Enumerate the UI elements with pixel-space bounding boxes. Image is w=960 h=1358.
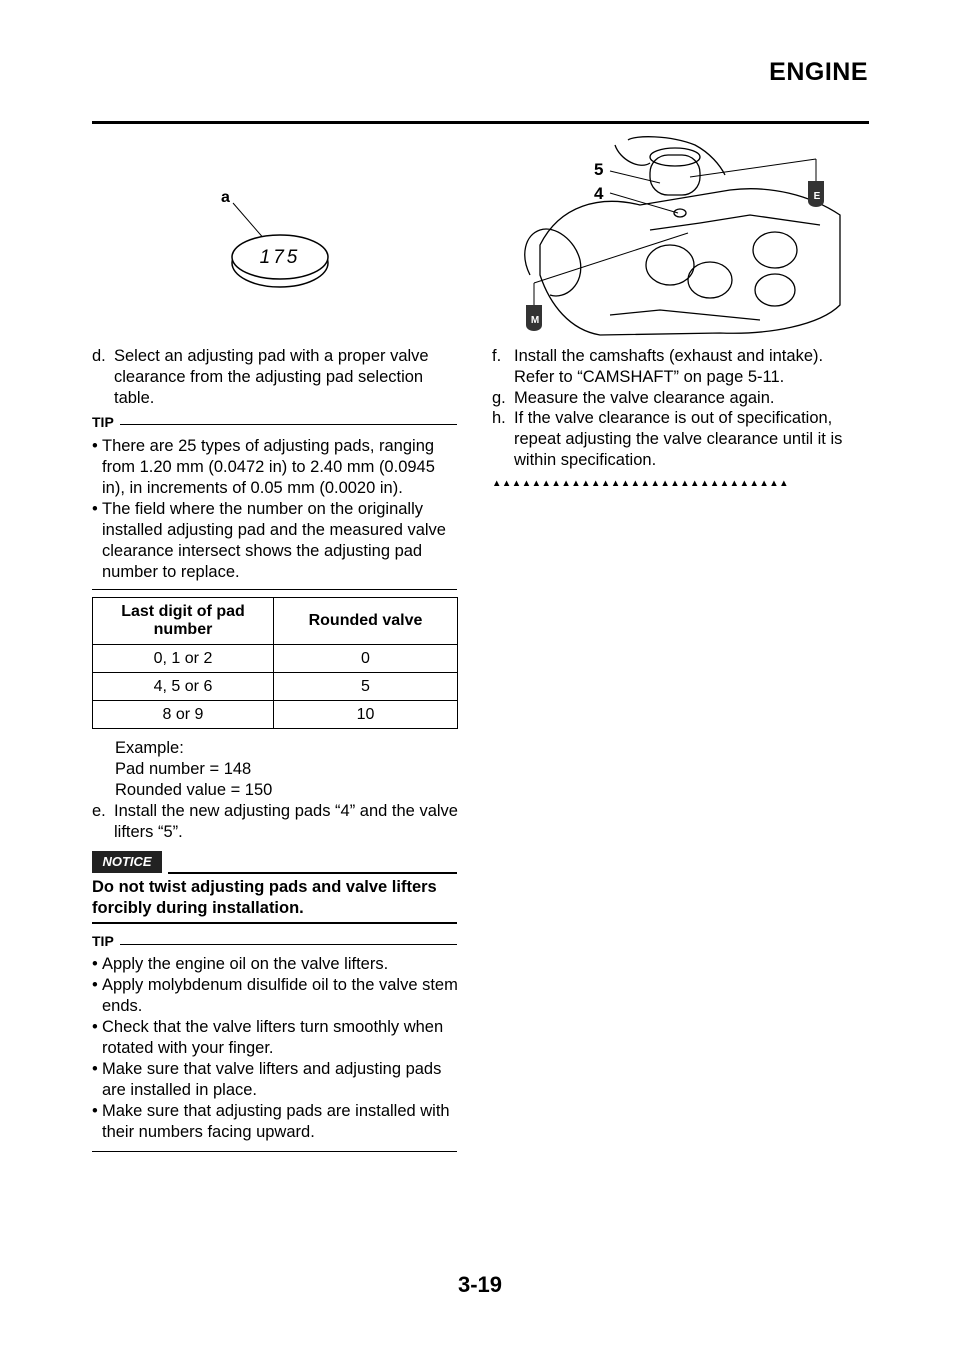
tip-item: • Apply the engine oil on the valve lifters.	[92, 954, 460, 975]
hand-outline	[628, 137, 725, 175]
tip-heading: TIP	[92, 933, 114, 949]
callout-5: 5	[594, 160, 604, 179]
table-header-row	[93, 598, 458, 645]
step-text: Install the new adjusting pads “4” and the valve lifters “5”.	[114, 802, 458, 841]
table-cell: 8 or 9	[93, 701, 274, 729]
bore-2	[688, 262, 732, 298]
engine-oil-mark: E	[813, 191, 821, 202]
lifter-top	[650, 148, 700, 166]
moly-oil-mark: M	[530, 315, 540, 326]
table-header: Last digit of pad number	[93, 598, 274, 645]
callout-4: 4	[594, 184, 604, 203]
notice-top-rule	[168, 872, 457, 874]
example-block	[115, 738, 272, 801]
cylinder-port	[525, 229, 581, 296]
pad-number: 175	[259, 247, 301, 268]
tip-item: • Make sure that adjusting pads are installed with their numbers facing upward.	[92, 1101, 460, 1143]
step-h	[492, 408, 864, 471]
callout-4-leader	[610, 193, 678, 213]
tip-item: • Make sure that valve lifters and adjusting pads are installed in place.	[92, 1059, 460, 1101]
example-line: Example:	[115, 739, 184, 757]
tip-end-rule	[92, 589, 457, 590]
finger-outline	[615, 145, 650, 165]
table-cell: 0	[274, 645, 458, 673]
oil-m-leader	[534, 233, 688, 283]
tip-rule	[120, 944, 457, 945]
tip-item: • There are 25 types of adjusting pads, ranging from 1.20 mm (0.0472 in) to 2.40 mm (0.0945 in), in increments of 0.05 mm (0.0020 in).	[92, 436, 460, 499]
step-label: f.	[492, 347, 502, 365]
step-g	[492, 388, 864, 409]
notice-bottom-rule	[92, 922, 457, 924]
notice-text: Do not twist adjusting pads and valve lifters forcibly during installation.	[92, 878, 437, 917]
example-line: Rounded value = 150	[115, 781, 273, 799]
end-of-procedure-marks: ▲▲▲▲▲▲▲▲▲▲▲▲▲▲▲▲▲▲▲▲▲▲▲▲▲▲▲▲▲▲	[492, 478, 790, 489]
section-title: ENGINE	[769, 58, 868, 86]
casting-rib-2	[610, 310, 760, 320]
step-label: d.	[92, 347, 106, 365]
step-label: e.	[92, 802, 106, 820]
step-d	[92, 346, 462, 409]
callout-5-leader	[610, 171, 660, 183]
tip-end-rule	[92, 1151, 457, 1152]
table-row	[93, 701, 458, 729]
step-label: h.	[492, 409, 506, 427]
bore-3	[753, 232, 797, 268]
table-cell: 10	[274, 701, 458, 729]
step-text: Measure the valve clearance again.	[514, 389, 775, 407]
tip-list	[92, 436, 460, 583]
table-header: Rounded valve	[274, 598, 458, 645]
cylinder-head-figure	[520, 135, 865, 340]
tip-heading: TIP	[92, 414, 114, 430]
tip-item: • Check that the valve lifters turn smoothly when rotated with your finger.	[92, 1017, 460, 1059]
step-f	[492, 346, 864, 388]
bore-4	[755, 274, 795, 306]
table-row	[93, 645, 458, 673]
tip-item: • Apply molybdenum disulfide oil to the valve stem ends.	[92, 975, 460, 1017]
tip-item: • The field where the number on the originally installed adjusting pad and the measured valve clearance intersect shows the adjusting pad number to replace.	[92, 499, 460, 583]
table-row	[93, 673, 458, 701]
step-label: g.	[492, 389, 506, 407]
page-number: 3-19	[457, 1272, 503, 1297]
step-text: Select an adjusting pad with a proper valve clearance from the adjusting pad selection table.	[114, 347, 429, 407]
adjusting-pad	[674, 209, 686, 217]
step-text: If the valve clearance is out of specification, repeat adjusting the valve clearance until it is within specification.	[514, 409, 843, 469]
adjusting-pad-figure	[220, 185, 340, 295]
valve-lifter	[650, 155, 700, 195]
header-rule	[92, 121, 869, 124]
table-cell: 5	[274, 673, 458, 701]
step-e	[92, 801, 462, 843]
table-cell: 4, 5 or 6	[93, 673, 274, 701]
casting-rib	[650, 215, 820, 230]
notice-badge: NOTICE	[92, 851, 162, 873]
example-line: Pad number = 148	[115, 760, 252, 778]
step-text: Install the camshafts (exhaust and intake). Refer to “CAMSHAFT” on page 5-11.	[514, 347, 824, 386]
tip-rule	[120, 424, 457, 425]
table-cell: 0, 1 or 2	[93, 645, 274, 673]
bore-1	[646, 245, 694, 285]
oil-e-leader	[690, 159, 816, 177]
pad-rounding-table	[92, 597, 458, 729]
tip-list	[92, 954, 460, 1143]
callout-a: a	[221, 189, 230, 206]
